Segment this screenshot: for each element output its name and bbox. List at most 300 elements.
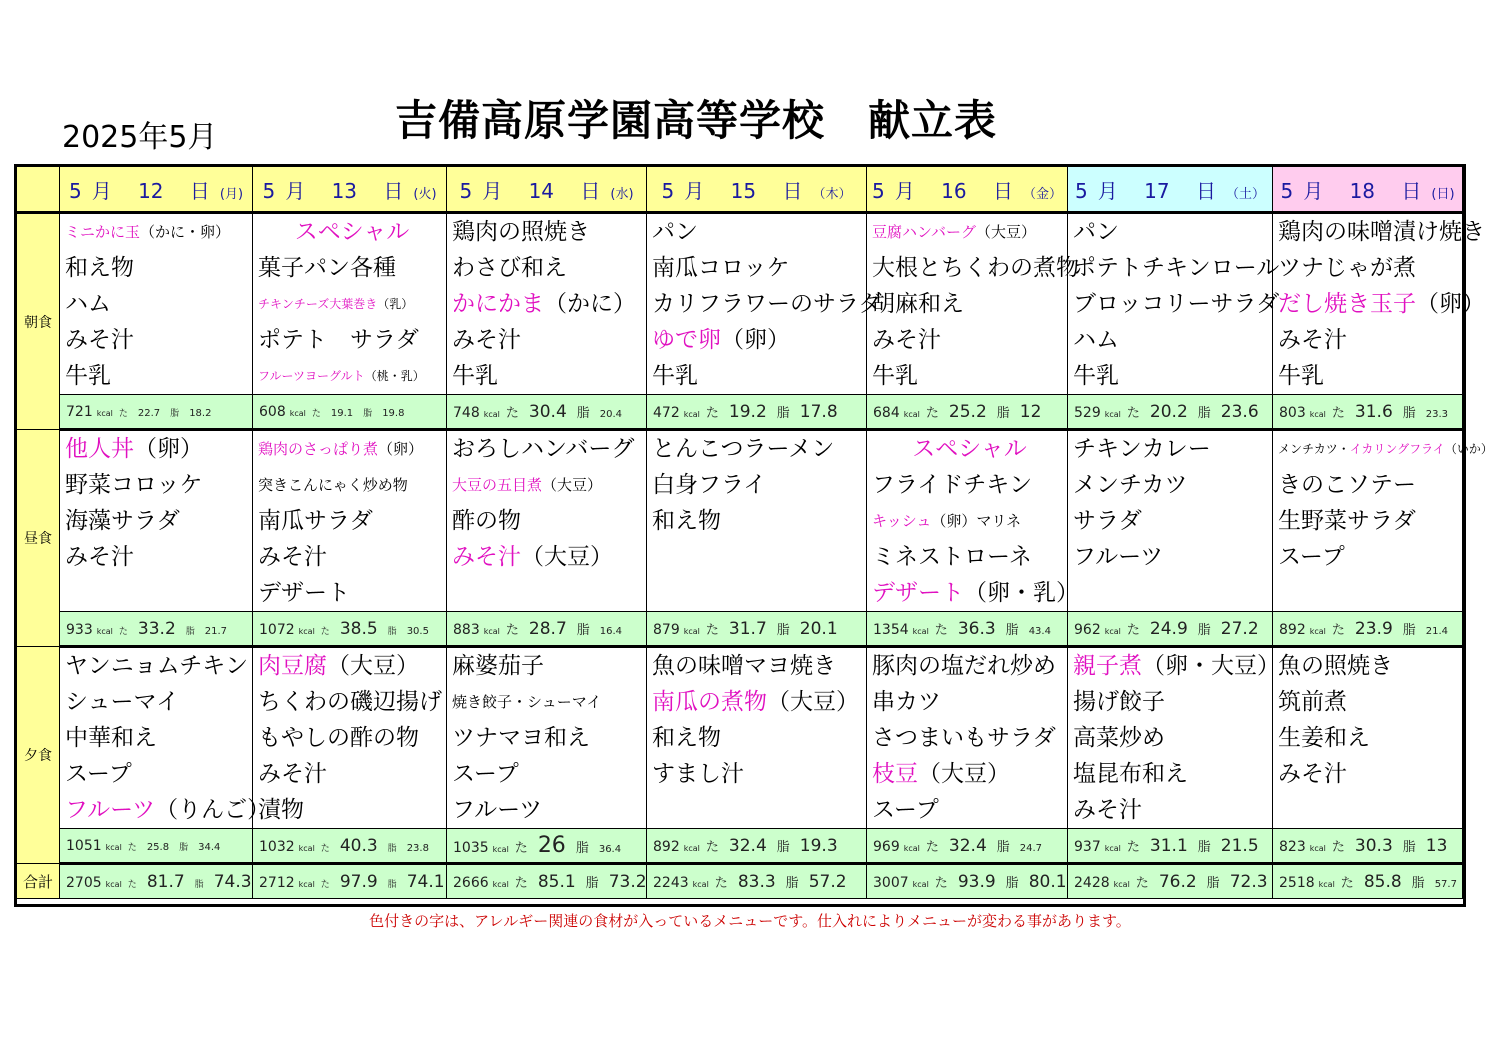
menu-item (447, 358, 646, 394)
menu-item-text: スープ (65, 761, 132, 787)
menu-item-text: みそ汁 (1278, 327, 1347, 353)
fat-value: 19.3 (799, 835, 838, 856)
nutrition-values (1068, 402, 1272, 422)
menu-item-text: みそ汁 (452, 327, 521, 353)
allergen-note: （りんご） (155, 797, 271, 823)
kcal-value: 1051 (66, 837, 102, 854)
month-unit: 月 (482, 178, 503, 203)
protein-value: 25.2 (948, 401, 987, 422)
kcal-value: 2666 (453, 874, 489, 891)
menu-item (1273, 539, 1462, 575)
menu-item (447, 539, 646, 575)
kcal-unit: kcal (1309, 843, 1326, 853)
fat-value: 74.3 (213, 871, 252, 892)
menu-item (447, 286, 646, 322)
fat-value: 13 (1425, 835, 1448, 856)
fat-unit: 脂 (1197, 839, 1211, 855)
fat-unit: 脂 (1402, 839, 1416, 855)
date-label (253, 175, 446, 204)
nutrition-cell (1068, 395, 1273, 430)
nutrition-cell (647, 829, 867, 864)
breakfast-cell (1273, 213, 1485, 395)
page-title: 吉備高原学園高等学校 献立表 (395, 96, 998, 145)
protein-unit: た (705, 839, 719, 855)
nutrition-values (60, 872, 252, 892)
fat-unit: 脂 (179, 842, 189, 853)
protein-unit: た (1331, 622, 1345, 638)
fat-value: 21.4 (1425, 625, 1449, 637)
breakfast-cell (867, 213, 1079, 395)
allergen-note: （いか） (1444, 442, 1493, 456)
nutrition-cell (253, 612, 447, 647)
allergen-item-text: 親子煮 (1073, 653, 1142, 679)
month-num: 5 (872, 178, 885, 203)
fat-unit: 脂 (1197, 405, 1211, 421)
menu-item-text: 揚げ餃子 (1073, 689, 1165, 715)
menu-item (647, 684, 866, 720)
menu-item-text: 豚肉の塩だれ炒め (872, 653, 1056, 679)
nutrition-values (447, 833, 646, 858)
lunch-cell (253, 430, 447, 612)
menu-item-text: ポテト サラダ (258, 327, 419, 353)
menu-item-text: おろしハンバーグ (452, 436, 635, 462)
kcal-value: 684 (873, 404, 900, 421)
menu-item-text: フルーツ (452, 797, 543, 823)
kcal-value: 1072 (259, 621, 295, 638)
protein-unit: た (925, 839, 939, 855)
menu-item (60, 250, 252, 286)
menu-item (1273, 756, 1462, 792)
fat-value: 12 (1019, 401, 1042, 422)
menu-item-text: 生姜和え (1278, 725, 1370, 751)
kcal-value: 883 (453, 621, 480, 638)
kcal-value: 2428 (1074, 874, 1110, 891)
kcal-unit: kcal (683, 409, 700, 419)
kcal-unit: kcal (289, 408, 306, 418)
weekday: (月) (219, 186, 244, 202)
nutrition-cell (447, 395, 647, 430)
nutrition-cell (60, 829, 253, 864)
menu-item-text: 菓子パン各種 (258, 255, 396, 281)
allergen-item-text: スペシャル (294, 219, 410, 245)
allergen-note: （卵）マリネ (931, 512, 1022, 530)
lunch-cell (60, 430, 253, 612)
menu-item (60, 648, 252, 684)
menu-item-text: 和え物 (652, 508, 721, 534)
fat-value: 21.7 (204, 625, 228, 637)
menu-item (447, 684, 646, 720)
allergen-note: （大豆） (918, 761, 1010, 787)
allergen-item-text: 肉豆腐 (258, 653, 327, 679)
menu-item (253, 684, 446, 720)
kcal-value: 472 (653, 404, 680, 421)
kcal-value: 2243 (653, 874, 689, 891)
fat-unit: 脂 (1005, 622, 1019, 638)
menu-item-text: ハム (1073, 327, 1119, 353)
fat-value: 20.1 (799, 618, 838, 639)
allergen-item-text: 鶏肉のさっぱり煮 (258, 440, 379, 458)
menu-item (1068, 539, 1272, 575)
kcal-unit: kcal (492, 845, 509, 854)
protein-unit: た (127, 842, 137, 853)
kcal-unit: kcal (492, 879, 509, 889)
nutrition-values (867, 836, 1067, 856)
nutrition-cell (253, 829, 447, 864)
dinner-label: 夕食 (17, 647, 60, 864)
fat-unit: 脂 (785, 875, 799, 891)
fat-value: 16.4 (599, 625, 623, 637)
menu-item-text: 白身フライ (652, 472, 767, 498)
menu-item (253, 720, 446, 756)
nutrition-cell (647, 612, 867, 647)
menu-item (647, 431, 866, 467)
menu-item (447, 792, 646, 828)
protein-unit: た (514, 841, 528, 856)
nutrition-cell (867, 864, 1068, 899)
fat-unit: 脂 (576, 405, 590, 421)
menu-item (867, 214, 1067, 250)
menu-item (447, 756, 646, 792)
fat-value: 57.2 (808, 871, 847, 892)
day-unit: 日 (189, 178, 210, 203)
lunch-row (17, 430, 1463, 612)
menu-item-text: デザート (258, 580, 350, 606)
allergen-item-text: スペシャル (912, 436, 1027, 462)
allergen-note: （大豆） (975, 223, 1036, 241)
kcal-unit: kcal (1104, 626, 1121, 636)
month-num: 5 (1075, 178, 1088, 203)
fat-value: 18.2 (189, 407, 212, 419)
breakfast-cell (1068, 213, 1280, 395)
menu-item-text: カリフラワーのサラダ (652, 291, 882, 317)
protein-value: 25.8 (146, 841, 170, 853)
menu-item (447, 503, 646, 539)
fat-unit: 脂 (776, 839, 790, 855)
nutrition-cell (1068, 612, 1273, 647)
nutrition-cell (647, 864, 867, 899)
allergen-item-text: みそ汁 (452, 544, 521, 570)
menu-item (867, 467, 1067, 503)
fat-unit: 脂 (776, 622, 790, 638)
weekday: （金） (1022, 186, 1062, 202)
allergen-item-text: 豆腐ハンバーグ (872, 223, 976, 241)
menu-item (1068, 648, 1280, 684)
nutrition-cell (867, 395, 1068, 430)
month-unit: 月 (684, 178, 705, 203)
day-num: 17 (1144, 178, 1170, 203)
allergen-item-text: だし焼き玉子 (1278, 291, 1416, 317)
menu-item-text: さつまいもサラダ (872, 725, 1056, 751)
menu-item-text: 高菜炒め (1073, 725, 1165, 751)
month-unit: 月 (285, 178, 306, 203)
allergen-item-text: チキンチーズ大葉巻き (258, 297, 378, 311)
fat-unit: 脂 (576, 622, 590, 638)
menu-item-text: 牛乳 (65, 363, 111, 389)
menu-item-text: 魚の照焼き (1278, 653, 1393, 679)
kcal-value: 879 (653, 621, 680, 638)
allergy-note: 色付きの字は、アレルギー関連の食材が入っているメニューです。仕入れによりメニューが変わる事があります。 (369, 912, 1131, 930)
kcal-value: 721 (66, 403, 93, 420)
fat-unit: 脂 (996, 405, 1010, 421)
menu-item-text: みそ汁 (65, 544, 134, 570)
dinner-row (17, 647, 1463, 829)
menu-item (1068, 720, 1272, 756)
protein-unit: た (1331, 839, 1345, 855)
menu-item-text: 南瓜サラダ (258, 508, 373, 534)
kcal-value: 823 (1279, 838, 1306, 855)
protein-value: 19.1 (330, 407, 354, 419)
breakfast-cell (647, 213, 882, 395)
protein-unit: た (1331, 405, 1345, 421)
fat-value: 21.5 (1220, 835, 1259, 856)
menu-item-text: 魚の味噌マヨ焼き (652, 653, 836, 679)
protein-unit: た (320, 843, 330, 854)
day-unit: 日 (383, 178, 404, 203)
fat-unit: 脂 (170, 408, 180, 419)
protein-value: 24.9 (1149, 618, 1188, 639)
fat-value: 24.7 (1019, 842, 1043, 854)
allergen-item-text: ミニかに玉 (65, 223, 141, 241)
protein-unit: た (1126, 405, 1140, 421)
breakfast-label: 朝食 (17, 213, 60, 430)
date-label (1068, 175, 1272, 204)
menu-item-text: すまし汁 (652, 761, 744, 787)
fat-unit: 脂 (194, 879, 204, 890)
total-row (17, 864, 1463, 899)
fat-value: 17.8 (799, 401, 838, 422)
fat-unit: 脂 (996, 839, 1010, 855)
kcal-value: 892 (1279, 621, 1306, 638)
header-corner (17, 167, 60, 213)
menu-item-text: みそ汁 (258, 544, 327, 570)
day-unit: 日 (782, 178, 803, 203)
dinner-cell (1273, 647, 1463, 829)
protein-value: 85.1 (537, 871, 576, 892)
menu-item-text: 野菜コロッケ (65, 472, 203, 498)
date-label (447, 175, 646, 204)
protein-value: 33.2 (137, 618, 176, 639)
protein-value: 31.6 (1354, 401, 1393, 422)
month-num: 5 (262, 178, 276, 203)
protein-unit: た (311, 408, 321, 419)
allergen-item-text: 南瓜の煮物 (652, 689, 767, 715)
menu-item-text: みそ汁 (258, 761, 327, 787)
menu-item (253, 648, 446, 684)
day-header (867, 167, 1068, 213)
kcal-unit: kcal (692, 879, 709, 889)
menu-item-text: 漬物 (258, 797, 304, 823)
nutrition-values (253, 872, 446, 892)
day-header (253, 167, 447, 213)
allergen-item-text: かにかま (452, 291, 544, 317)
protein-unit: た (118, 408, 128, 419)
nutrition-cell (647, 395, 867, 430)
day-header (1068, 167, 1273, 213)
kcal-unit: kcal (298, 626, 315, 636)
menu-item-text: ミネストローネ (872, 544, 1032, 570)
fat-value: 43.4 (1028, 625, 1051, 637)
protein-value: 30.4 (528, 401, 567, 422)
nutrition-values (1273, 836, 1462, 856)
fat-value: 30.5 (406, 625, 429, 637)
lunch-cell (447, 430, 647, 612)
menu-item-text: 胡麻和え (872, 291, 964, 317)
menu-item-text: フルーツ (1073, 544, 1164, 570)
nutrition-values (60, 404, 252, 420)
menu-item-text: 和え物 (65, 255, 134, 281)
fat-value: 36.4 (598, 844, 622, 855)
menu-item (1273, 322, 1462, 358)
day-unit: 日 (1195, 178, 1216, 203)
day-unit: 日 (1401, 178, 1422, 203)
nutrition-cell (447, 612, 647, 647)
day-num: 13 (331, 178, 358, 203)
menu-item (447, 250, 646, 286)
menu-item-text: ハム (65, 291, 111, 317)
menu-item (867, 756, 1067, 792)
month-label: 2025年5月 (62, 120, 218, 155)
menu-item (60, 358, 252, 394)
menu-item (867, 250, 1079, 286)
dinner-cell (1068, 647, 1280, 829)
kcal-unit: kcal (1309, 409, 1326, 419)
kcal-unit: kcal (683, 843, 700, 853)
fat-unit: 脂 (776, 405, 790, 421)
menu-item (647, 720, 866, 756)
kcal-value: 2712 (259, 874, 295, 891)
protein-value: 93.9 (957, 871, 996, 892)
kcal-unit: kcal (483, 409, 500, 419)
fat-value: 57.7 (1434, 878, 1457, 890)
nutrition-values (1273, 619, 1462, 639)
dinner-cell (60, 647, 271, 829)
kcal-unit: kcal (105, 842, 122, 852)
month-num: 5 (1280, 178, 1294, 203)
menu-item-text: きのこソテー (1278, 472, 1416, 498)
menu-item (253, 756, 446, 792)
menu-item-text: 麻婆茄子 (452, 653, 544, 679)
allergen-note: （大豆） (327, 653, 419, 679)
menu-item (60, 286, 252, 322)
day-header (647, 167, 867, 213)
menu-item (1068, 250, 1280, 286)
menu-item (1273, 467, 1462, 503)
menu-item (647, 250, 866, 286)
menu-item (647, 358, 866, 394)
fat-unit: 脂 (575, 841, 589, 856)
menu-item (867, 322, 1067, 358)
total-label: 合計 (17, 864, 60, 899)
month-num: 5 (68, 178, 82, 203)
fat-unit: 脂 (363, 408, 373, 419)
menu-item (647, 322, 866, 358)
nutrition-cell (1273, 829, 1463, 864)
protein-value: 81.7 (146, 871, 185, 892)
fat-value: 27.2 (1220, 618, 1259, 639)
weekday: (水) (610, 186, 634, 202)
nutrition-values (253, 404, 446, 420)
nutrition-values (647, 619, 866, 639)
nutrition-cell (867, 612, 1068, 647)
header-row (17, 167, 1463, 213)
day-unit: 日 (580, 178, 601, 203)
fat-value: 74.1 (406, 871, 445, 892)
fat-value: 73.2 (608, 871, 647, 892)
breakfast-nutrition-row (17, 395, 1463, 430)
kcal-value: 962 (1074, 621, 1101, 638)
allergen-item-text: 大豆の五目煮 (452, 476, 543, 494)
day-header (1273, 167, 1463, 213)
kcal-unit: kcal (912, 626, 929, 636)
menu-item-text: みそ汁 (872, 327, 941, 353)
protein-unit: た (118, 626, 128, 637)
nutrition-values (1068, 872, 1272, 892)
menu-item-text: 牛乳 (872, 363, 918, 389)
day-num: 12 (138, 178, 164, 203)
menu-item-text: 酢の物 (452, 508, 521, 534)
menu-item (253, 322, 446, 358)
menu-item-text: みそ汁 (1073, 797, 1142, 823)
nutrition-values (1068, 619, 1272, 639)
dinner-cell (647, 647, 867, 829)
day-num: 18 (1349, 178, 1376, 203)
menu-item (253, 250, 446, 286)
fat-unit: 脂 (185, 626, 195, 637)
lunch-cell (1273, 430, 1493, 612)
menu-item (60, 503, 252, 539)
month-unit: 月 (894, 178, 915, 203)
menu-item (1273, 684, 1462, 720)
menu-item-text: 中華和え (65, 725, 157, 751)
date-label (60, 175, 252, 204)
menu-item (1068, 792, 1272, 828)
menu-item (1273, 286, 1485, 322)
lunch-label: 昼食 (17, 430, 60, 647)
protein-unit: た (934, 622, 948, 638)
menu-item-text: メンチカツ (1073, 472, 1188, 498)
menu-item-text: 焼き餃子・シューマイ (452, 693, 602, 711)
allergen-note: （大豆） (767, 689, 859, 715)
kcal-value: 969 (873, 838, 900, 855)
breakfast-row (17, 213, 1463, 395)
kcal-value: 1035 (453, 840, 489, 856)
kcal-unit: kcal (1104, 843, 1121, 853)
allergen-note: （卵） (134, 436, 203, 462)
nutrition-cell (1068, 829, 1273, 864)
menu-item (447, 431, 646, 467)
protein-value: 32.4 (948, 835, 987, 856)
nutrition-values (647, 402, 866, 422)
fat-value: 34.4 (198, 841, 221, 853)
protein-value: 40.3 (339, 835, 378, 856)
kcal-unit: kcal (298, 879, 315, 889)
menu-item (647, 286, 882, 322)
protein-unit: た (925, 405, 939, 421)
allergen-item-text: デザート (872, 580, 964, 606)
nutrition-cell (447, 829, 647, 864)
nutrition-values (253, 836, 446, 856)
nutrition-cell (60, 395, 253, 430)
protein-value: 28.7 (528, 618, 567, 639)
nutrition-values (867, 402, 1067, 422)
menu-item (1068, 358, 1272, 394)
menu-item (1273, 503, 1462, 539)
allergen-note: （乳） (377, 297, 414, 311)
fat-unit: 脂 (1005, 875, 1019, 891)
menu-item (1273, 648, 1462, 684)
allergen-note: （卵） (721, 327, 790, 353)
month-num: 5 (661, 178, 675, 203)
